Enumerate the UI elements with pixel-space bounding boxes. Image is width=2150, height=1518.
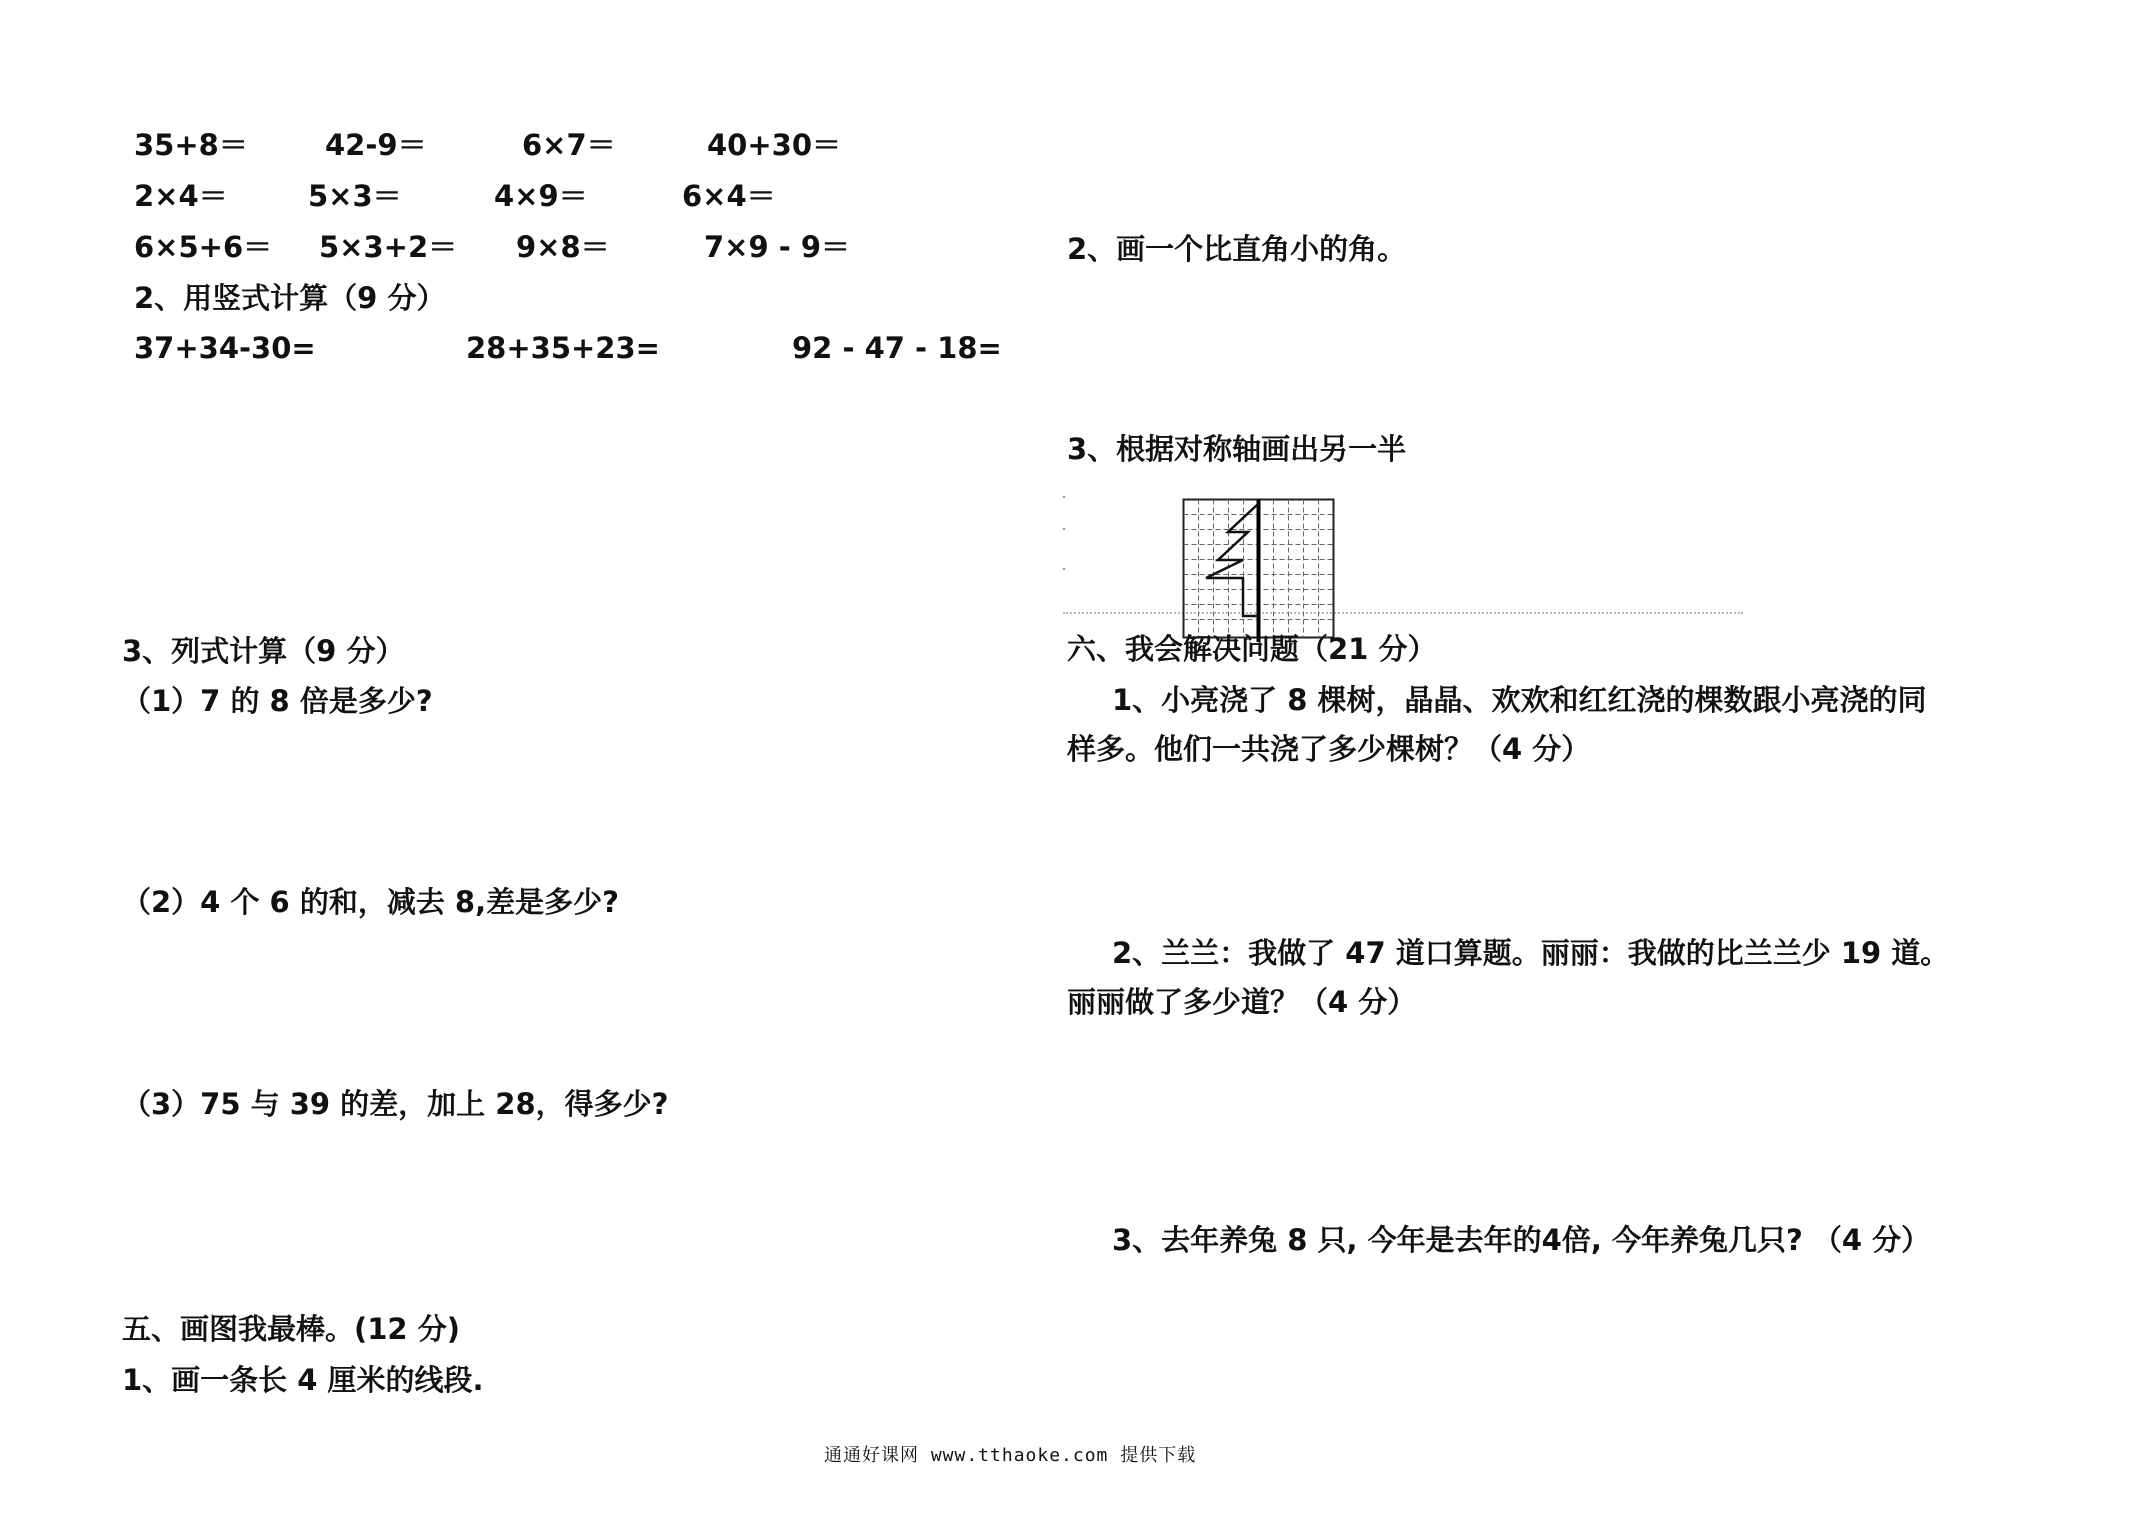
oral-calc-2-3: 4×9＝ <box>494 179 588 213</box>
oral-calc-1-3: 6×7＝ <box>522 128 616 162</box>
guide-dot <box>1063 496 1065 498</box>
oral-calc-2-1: 2×4＝ <box>134 179 228 213</box>
guide-dot <box>1063 528 1065 530</box>
vertical-calc-1: 37+34-30= <box>134 331 316 365</box>
dotted-divider <box>1063 612 1743 614</box>
oral-calc-3-2: 5×3+2＝ <box>319 230 458 264</box>
problem-2-line-1: 2、兰兰：我做了 47 道口算题。丽丽：我做的比兰兰少 19 道。 <box>1112 936 1950 970</box>
symmetry-question: 3、根据对称轴画出另一半 <box>1067 432 1407 466</box>
problem-2-line-2: 丽丽做了多少道？（4 分） <box>1067 985 1417 1019</box>
oral-calc-1-4: 40+30＝ <box>707 128 842 162</box>
section5-question-1: 1、画一条长 4 厘米的线段. <box>122 1363 484 1397</box>
vertical-calc-3: 92 - 47 - 18= <box>792 331 1002 365</box>
oral-calc-3-1: 6×5+6＝ <box>134 230 273 264</box>
formula-item-2: （2）4 个 6 的和，减去 8,差是多少? <box>122 885 619 919</box>
section6-heading: 六、我会解决问题（21 分） <box>1067 632 1437 666</box>
section5-heading: 五、画图我最棒。(12 分) <box>122 1312 460 1346</box>
formula-item-1: （1）7 的 8 倍是多少? <box>122 684 433 718</box>
problem-3: 3、去年养兔 8 只, 今年是去年的4倍, 今年养兔几只? （4 分） <box>1112 1223 1931 1257</box>
vertical-calc-2: 28+35+23= <box>466 331 660 365</box>
problem-1-line-1: 1、小亮浇了 8 棵树，晶晶、欢欢和红红浇的棵数跟小亮浇的同 <box>1112 683 1927 717</box>
oral-calc-1-2: 42-9＝ <box>325 128 427 162</box>
oral-calc-1-1: 35+8＝ <box>134 128 248 162</box>
guide-dot <box>1063 568 1065 570</box>
vertical-calc-heading: 2、用竖式计算（9 分） <box>134 281 446 315</box>
draw-angle-question: 2、画一个比直角小的角。 <box>1067 232 1407 266</box>
problem-1-line-2: 样多。他们一共浇了多少棵树？（4 分） <box>1067 732 1591 766</box>
formula-item-3: （3）75 与 39 的差，加上 28，得多少? <box>122 1087 669 1121</box>
oral-calc-3-3: 9×8＝ <box>516 230 610 264</box>
oral-calc-2-4: 6×4＝ <box>682 179 776 213</box>
formula-calc-heading: 3、列式计算（9 分） <box>122 634 405 668</box>
footer-credit: 通通好课网 www.tthaoke.com 提供下载 <box>824 1445 1197 1466</box>
symmetry-grid-figure <box>1182 498 1338 642</box>
oral-calc-3-4: 7×9 - 9＝ <box>704 230 851 264</box>
oral-calc-2-2: 5×3＝ <box>308 179 402 213</box>
